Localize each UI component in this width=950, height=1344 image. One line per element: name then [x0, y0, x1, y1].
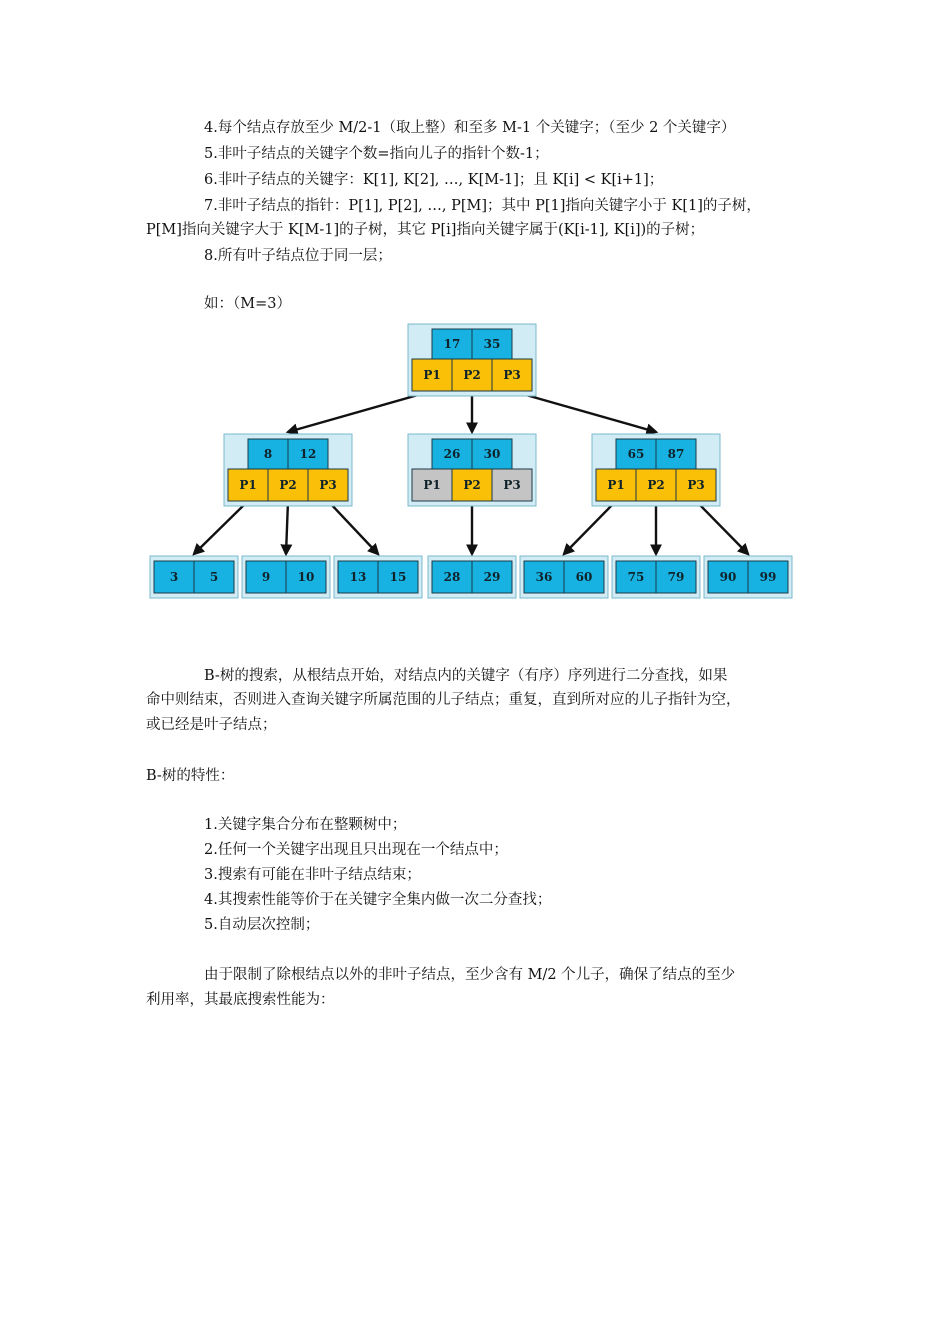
tree-edge: [564, 501, 616, 554]
internal-node: [224, 434, 352, 506]
property-1: 1.关键字集合分布在整颗树中；: [204, 817, 407, 833]
tree-edge: [328, 501, 378, 554]
key-label: 65: [627, 447, 645, 461]
root-node: [408, 324, 536, 396]
pointer-label: P1: [239, 478, 257, 492]
key-label: 12: [299, 447, 317, 461]
leaf-node: [150, 556, 238, 598]
pointer-label: P1: [607, 478, 625, 492]
leaf-node: [704, 556, 792, 598]
key-label: 29: [483, 570, 501, 584]
leaf-node: [428, 556, 516, 598]
rule-7: 7.非叶子结点的指针：P[1], P[2], …, P[M]；其中 P[1]指向关键字小于 K[1]的子树，: [204, 198, 761, 214]
leaf-node: [520, 556, 608, 598]
property-5: 5.自动层次控制；: [204, 917, 320, 933]
pointer-label: P3: [503, 478, 521, 492]
pointer-label: P3: [503, 368, 521, 382]
pointer-label: P1: [423, 368, 441, 382]
rule-7-continued: P[M]指向关键字大于 K[M-1]的子树，其它 P[i]指向关键字属于(K[i-1], K[i])的子树；: [146, 222, 705, 238]
key-label: 87: [667, 447, 685, 461]
key-label: 8: [263, 447, 273, 461]
closing-paragraph-line-2: 利用率，其最底搜索性能为：: [146, 992, 335, 1008]
search-paragraph-line-2: 命中则结束，否则进入查询关键字所属范围的儿子结点；重复，直到所对应的儿子指针为空，: [146, 692, 741, 708]
key-label: 15: [389, 570, 407, 584]
key-label: 3: [169, 570, 179, 584]
tree-edge: [286, 501, 288, 554]
internal-node: [592, 434, 720, 506]
key-label: 79: [667, 570, 685, 584]
pointer-label: P3: [319, 478, 337, 492]
tree-edge: [512, 391, 656, 432]
pointer-label: P2: [279, 478, 297, 492]
pointer-label: P2: [463, 478, 481, 492]
search-paragraph-line-1: B-树的搜索，从根结点开始，对结点内的关键字（有序）序列进行二分查找，如果: [204, 668, 728, 684]
properties-title: B-树的特性：: [146, 768, 235, 784]
closing-paragraph-line-1: 由于限制了除根结点以外的非叶子结点，至少含有 M/2 个儿子，确保了结点的至少: [204, 967, 736, 983]
key-label: 28: [443, 570, 461, 584]
key-label: 36: [535, 570, 553, 584]
key-label: 90: [719, 570, 737, 584]
pointer-label: P2: [463, 368, 481, 382]
btree-diagram: [148, 322, 796, 602]
key-label: 60: [575, 570, 593, 584]
pointer-label: P1: [423, 478, 441, 492]
property-2: 2.任何一个关键字出现且只出现在一个结点中；: [204, 842, 508, 858]
rule-5: 5.非叶子结点的关键字个数=指向儿子的指针个数-1；: [204, 146, 549, 162]
rule-6: 6.非叶子结点的关键字：K[1], K[2], …, K[M-1]；且 K[i] < K[i+1]；: [204, 172, 664, 188]
tree-edge: [288, 391, 432, 432]
leaf-node: [242, 556, 330, 598]
property-4: 4.其搜索性能等价于在关键字全集内做一次二分查找；: [204, 892, 552, 908]
key-label: 26: [443, 447, 461, 461]
key-label: 17: [443, 337, 461, 351]
key-label: 30: [483, 447, 501, 461]
search-paragraph-line-3: 或已经是叶子结点；: [146, 717, 277, 733]
leaf-node: [334, 556, 422, 598]
leaf-node: [612, 556, 700, 598]
example-label: 如：（M=3）: [204, 296, 291, 312]
rule-4: 4.每个结点存放至少 M/2-1（取上整）和至多 M-1 个关键字；（至少 2 个关键字）: [204, 120, 736, 136]
pointer-label: P3: [687, 478, 705, 492]
key-label: 13: [349, 570, 367, 584]
key-label: 10: [297, 570, 315, 584]
internal-node: [408, 434, 536, 506]
tree-edge: [194, 501, 248, 554]
tree-edge: [696, 501, 748, 554]
key-label: 99: [759, 570, 777, 584]
key-label: 35: [483, 337, 501, 351]
property-3: 3.搜索有可能在非叶子结点结束；: [204, 867, 421, 883]
key-label: 5: [209, 570, 219, 584]
key-label: 75: [627, 570, 645, 584]
key-label: 9: [261, 570, 271, 584]
rule-8: 8.所有叶子结点位于同一层；: [204, 248, 392, 264]
pointer-label: P2: [647, 478, 665, 492]
